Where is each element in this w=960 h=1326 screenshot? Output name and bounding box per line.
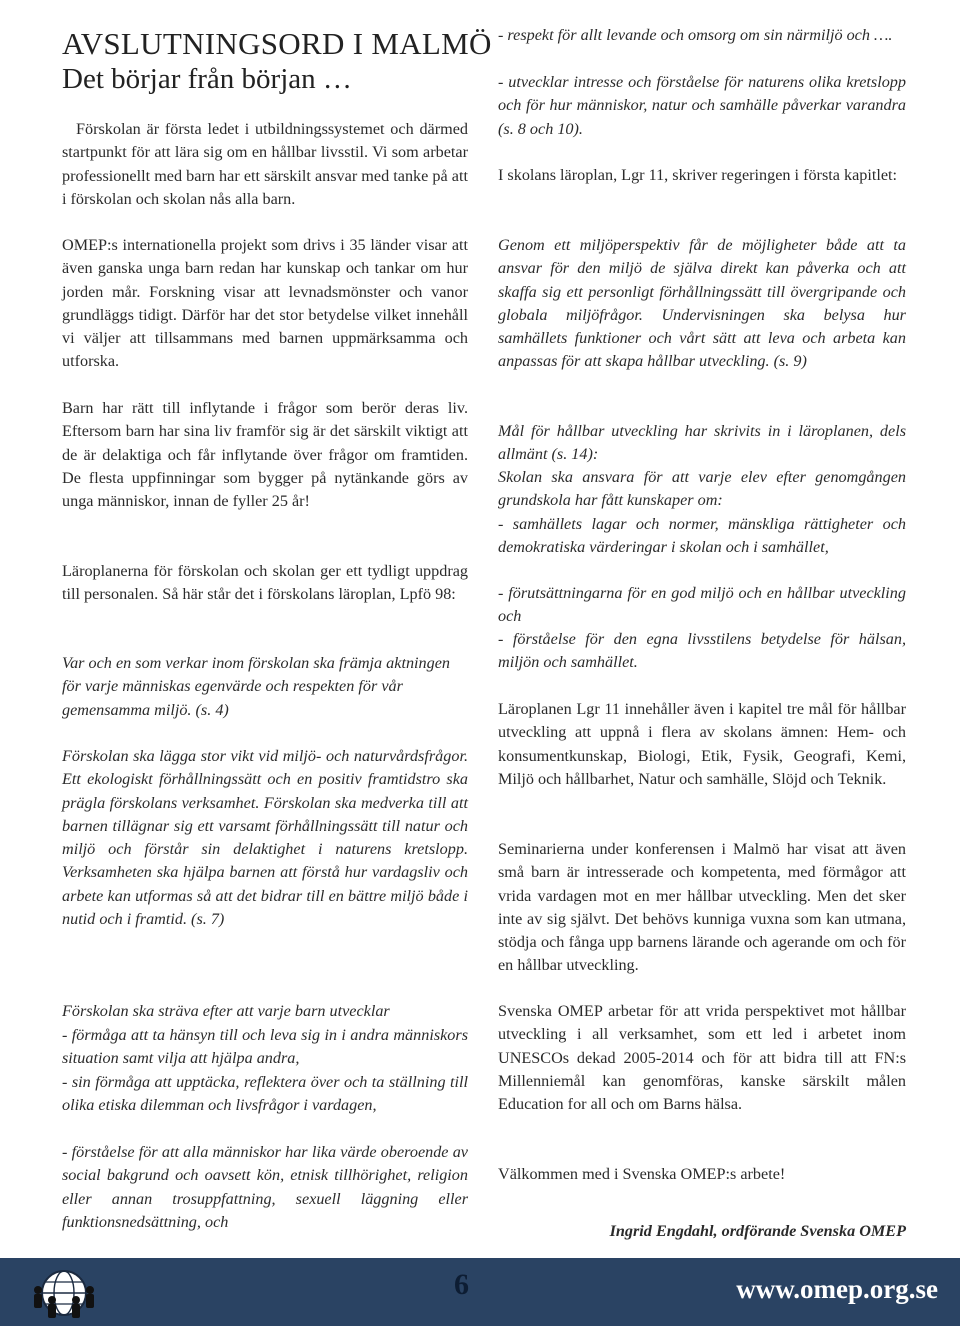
paragraph-omep-projects: OMEP:s internationella projekt som drivs i 35 länder visar att även ganska unga barn redan har kunskap och tankar om hur jorden mår. Forskning visar att levnadsmönster och vanor grundläggs tidigt. Därför har det stor betydelse vilket innehåll vi väljer att tillsammans med barnen uppmärksamma och utforska.: [62, 236, 468, 371]
quote-lpfo-3-item-4: - respekt för allt levande och omsorg om sin närmiljö och ….: [498, 26, 893, 44]
website-url[interactable]: www.omep.org.se: [736, 1274, 938, 1304]
quote-lgr11-goals-intro: Mål för hållbar utveckling har skrivits in i läroplanen, dels allmänt (s. 14):: [498, 422, 906, 464]
quote-lgr11-1: Genom ett miljöperspektiv får de möjligheter både att ta ansvar för den miljö de själva direkt kan påverka och att skaffa sig ett personligt förhållningssätt till övergripande och globala miljöfrågor. Undervisningen ska belysa hur samhällets funktioner och vårt sätt att leva och arbeta kan anpassas för att skapa hållbar utveckling. (s. 9): [498, 236, 906, 371]
article-subheading: Det börjar från början …: [62, 63, 352, 95]
signature: Ingrid Engdahl, ordförande Svenska OMEP: [609, 1222, 906, 1240]
quote-lpfo-1: Var och en som verkar inom förskolan ska främja aktningen för varje människas egenvärde och respekten för vår gemensamma miljö. (s. 4): [62, 654, 451, 719]
quote-lgr11-goals-school: Skolan ska ansvara för att varje elev efter genomgången grundskola har fått kunskaper om:: [498, 468, 906, 510]
quote-lpfo-3-intro: Förskolan ska sträva efter att varje barn utvecklar: [62, 1002, 390, 1020]
quote-lpfo-2: Förskolan ska lägga stor vikt vid miljö- och naturvårdsfrågor. Ett ekologiskt förhållningssätt och en positiv framtidstro ska prägla förskolans verksamhet. Förskolan ska medverka till att barnen tillägnar sig ett varsamt förhållningssätt till natur och miljö och förstår sin delaktighet i naturens kretslopp. Verksamheten ska hjälpa barnen att förstå hur vardagsliv och arbete kan utformas så att det bidrar till en bättre miljö både i nutid och i framtid. (s. 7): [62, 747, 468, 929]
paragraph-seminars: Seminarierna under konferensen i Malmö har visat att även små barn är intresserade och kompetenta, med förmågor att vrida vardagen mot en mer hållbar utveckling. Men det sker inte av sig självt. Det behövs kunniga vuxna som kan utmana, stödja och fånga upp barnens lärande och agerande om och för en hållbar utveckling.: [498, 840, 906, 975]
quote-lpfo-3-item-2: - sin förmåga att upptäcka, reflektera över och ta ställning till olika etiska dilemman och livsfrågor i vardagen,: [62, 1073, 468, 1115]
quote-lgr11-goals-item-2: - förutsättningarna för en god miljö och en hållbar utveckling och: [498, 584, 906, 626]
quote-lgr11-goals-item-3: - förståelse för den egna livsstilens betydelse för hälsan, miljön och samhället.: [498, 630, 906, 672]
paragraph-child-influence: Barn har rätt till inflytande i frågor som berör deras liv. Eftersom barn har sina liv framför sig är det särskilt viktigt att de är delaktiga och får inflytande över frågor om framtiden. De flesta uppfinningar som bygger på nytänkande görs av unga människor, innan de fyller 25 år!: [62, 399, 468, 511]
paragraph-intro: Förskolan är första ledet i utbildningssystemet och därmed startpunkt för att lära sig om en hållbar livsstil. Vi som arbetar professionellt med barn har ett särskilt ansvar med tanke på att i förskolan och skolan nås alla barn.: [62, 120, 468, 208]
paragraph-curricula: Läroplanerna för förskolan och skolan ger ett tydligt uppdrag till personalen. Så här står det i förskolans läroplan, Lpfö 98:: [62, 562, 468, 604]
quote-lpfo-3-item-5: - utvecklar intresse och förståelse för naturens olika kretslopp och för hur människor, natur och samhälle påverkar varandra (s. 8 och 10).: [498, 73, 906, 138]
paragraph-lgr11-intro: I skolans läroplan, Lgr 11, skriver regeringen i första kapitlet:: [498, 166, 898, 184]
paragraph-omep-work: Svenska OMEP arbetar för att vrida perspektivet mot hållbar utveckling i all verksamhet, som ett led i arbetet inom UNESCOs dekad 2005-2014 och för att bidra till att FN:s Millenniemål kan genomföras, kanske särskilt målen Education for all och om Barns hälsa.: [498, 1002, 906, 1114]
page-number: 6: [454, 1268, 469, 1301]
quote-lpfo-3-item-1: - förmåga att ta hänsyn till och leva sig in i andra människors situation samt vilja att hjälpa andra,: [62, 1026, 468, 1068]
quote-lpfo-3-item-3: - förståelse för att alla människor har lika värde oberoende av social bakgrund och oavsett kön, etnisk tillhörighet, religion eller annan trosuppfattning, sexuell läggning eller funktionsnedsättning, och: [62, 1143, 468, 1231]
paragraph-welcome: Välkommen med i Svenska OMEP:s arbete!: [498, 1165, 786, 1183]
omep-globe-children-logo: [26, 1264, 102, 1322]
article-heading: AVSLUTNINGSORD I MALMÖ: [62, 26, 492, 61]
quote-lgr11-goals-item-1: - samhällets lagar och normer, mänskliga rättigheter och demokratiska värderingar i skolan och i samhället,: [498, 515, 906, 557]
paragraph-lgr11-subjects: Läroplanen Lgr 11 innehåller även i kapitel tre mål för hållbar utveckling att uppnå i flera av skolans ämnen: Hem- och konsumentkunskap, Biologi, Etik, Fysik, Geografi, Kemi, Miljö och hållbarhet, Natur och samhälle, Slöjd och Teknik.: [498, 700, 906, 788]
